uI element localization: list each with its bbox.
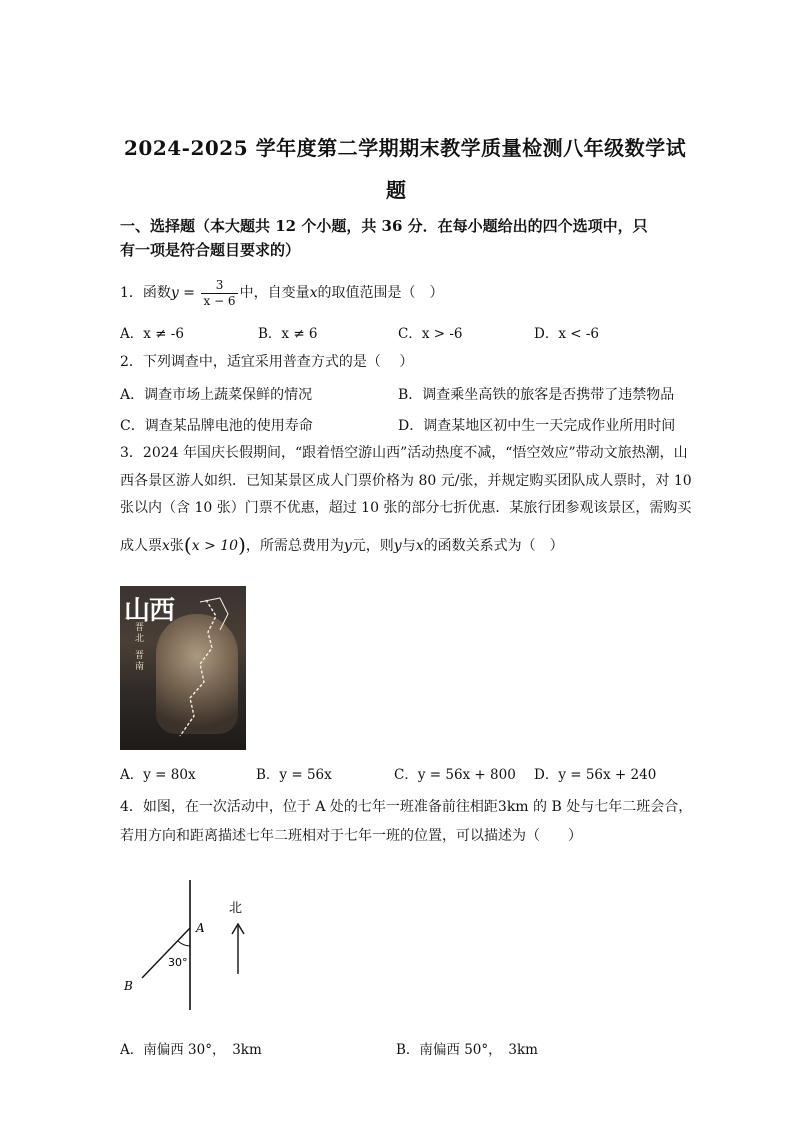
poster-side-text-2: 晋南 bbox=[133, 650, 143, 672]
q1-suffix: 的取值范围是（ ） bbox=[317, 285, 444, 301]
q4-option-b: B．南偏西 50°， 3km bbox=[396, 1042, 538, 1058]
q1-option-b: B．x ≠ 6 bbox=[258, 326, 318, 342]
question-3-line3: 张以内（含 10 张）门票不优惠，超过 10 张的部分七折优惠．某旅行团参观该景区，需购买 bbox=[120, 500, 692, 516]
q2-option-d: D．调查某地区初中生一天完成作业所用时间 bbox=[398, 418, 676, 434]
q1-fraction bbox=[201, 278, 237, 309]
q3-var-x: x bbox=[162, 538, 170, 554]
exam-title-line1: 2024-2025 学年度第二学期期末教学质量检测八年级数学试 bbox=[124, 136, 687, 160]
q3-text-d: 元，则 bbox=[351, 538, 394, 554]
section-header-line1: 一、选择题（本大题共 12 个小题，共 36 分．在每小题给出的四个选项中，只 bbox=[120, 217, 648, 235]
q3-option-c: C．y = 56x + 800 bbox=[394, 767, 516, 783]
question-3-line2: 西各景区游人如织．已知某景区成人门票价格为 80 元/张，并规定购买团队成人票时，对 10 bbox=[120, 473, 692, 489]
section-header-line2: 有一项是符合题目要求的） bbox=[120, 241, 301, 259]
direction-diagram bbox=[110, 870, 270, 1020]
north-label: 北 bbox=[229, 901, 243, 916]
q2-option-a: A．调查市场上蔬菜保鲜的情况 bbox=[120, 387, 313, 403]
q3-var-y2: y bbox=[393, 538, 402, 554]
poster-side-text-1: 晋北 bbox=[133, 622, 143, 644]
q1-denominator: x − 6 bbox=[203, 293, 236, 308]
q4-option-a: A．南偏西 30°， 3km bbox=[120, 1042, 262, 1058]
q3-text-c: ，所需总费用为 bbox=[245, 538, 344, 554]
q3-text-b: 张 bbox=[169, 538, 184, 554]
q3-paren-open: ( bbox=[183, 533, 192, 557]
question-3-line1: 3．2024 年国庆长假期间，“跟着悟空游山西”活动热度不减，“悟空效应”带动文旅热潮，山 bbox=[120, 445, 688, 461]
question-4-line1: 4．如图，在一次活动中，位于 A 处的七年一班准备前往相距3km 的 B 处与七年二班会合， bbox=[120, 799, 693, 815]
q1-option-a: A．x ≠ -6 bbox=[120, 326, 184, 342]
point-b-label: B bbox=[124, 979, 133, 993]
q3-option-a: A．y = 80x bbox=[120, 767, 196, 783]
q3-var-y: y bbox=[343, 538, 352, 554]
q1-option-d: D．x < -6 bbox=[534, 326, 599, 342]
q1-var-x: x bbox=[309, 285, 318, 301]
point-a-label: A bbox=[196, 921, 205, 935]
q3-paren-close: ) bbox=[238, 533, 246, 557]
question-4-line2: 若用方向和距离描述七年二班相对于七年一班的位置，可以描述为（ ） bbox=[120, 828, 582, 844]
q3-text-a: 成人票 bbox=[120, 538, 162, 554]
shanxi-poster-image bbox=[120, 586, 246, 750]
q1-var-y: y bbox=[170, 285, 179, 301]
q1-equals: = bbox=[178, 285, 200, 301]
q2-option-c: C．调查某品牌电池的使用寿命 bbox=[120, 418, 313, 434]
question-2: 2．下列调查中，适宜采用普查方式的是（ ） bbox=[120, 354, 414, 370]
question-1 bbox=[120, 276, 443, 310]
exam-title-line2: 题 bbox=[386, 178, 407, 202]
q3-text-e: 与 bbox=[401, 538, 416, 554]
q3-text-f: 的函数关系式为（ ） bbox=[423, 538, 564, 554]
angle-arc bbox=[178, 941, 190, 946]
q2-option-b: B．调查乘坐高铁的旅客是否携带了违禁物品 bbox=[398, 387, 675, 403]
angle-label: 30° bbox=[168, 956, 188, 969]
question-3-line4 bbox=[120, 533, 564, 557]
q3-var-x2: x bbox=[415, 538, 424, 554]
q3-condition: x > 10 bbox=[191, 538, 239, 554]
q1-mid: 中，自变量 bbox=[239, 285, 310, 301]
segment-ab bbox=[142, 928, 190, 978]
q3-option-d: D．y = 56x + 240 bbox=[534, 767, 657, 783]
q1-option-c: C．x > -6 bbox=[398, 326, 463, 342]
q3-option-b: B．y = 56x bbox=[256, 767, 332, 783]
q1-numerator: 3 bbox=[201, 278, 237, 294]
poster-title: 山西 bbox=[124, 596, 175, 626]
q1-prefix: 1．函数 bbox=[120, 285, 171, 301]
